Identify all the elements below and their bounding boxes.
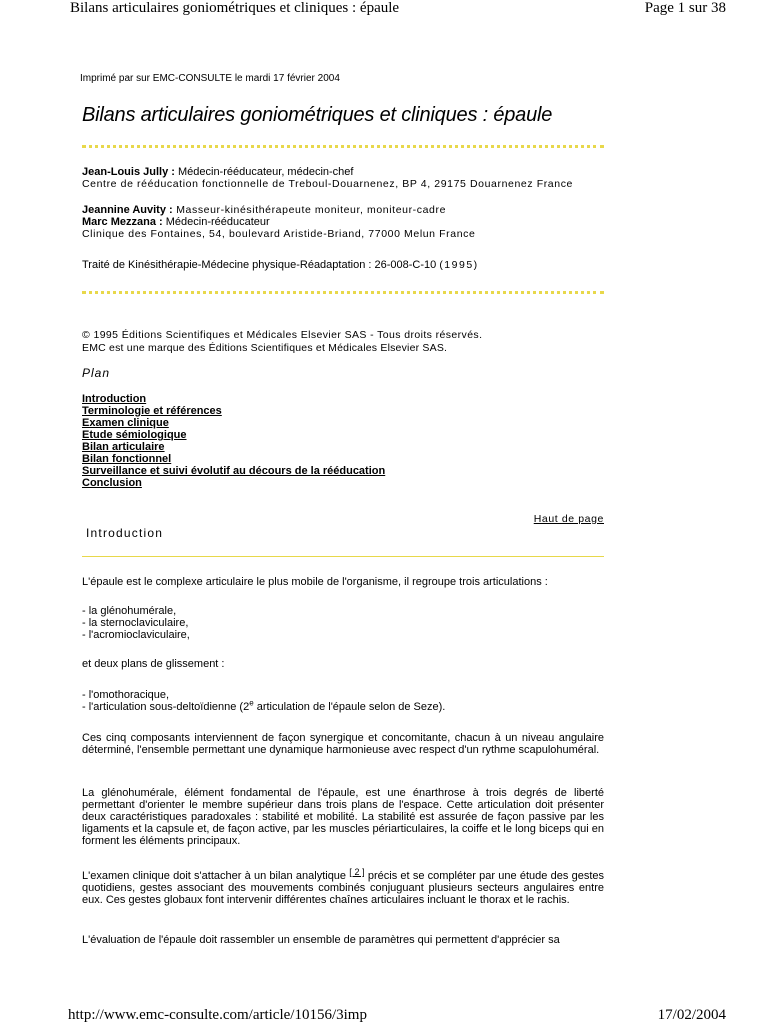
list-item-text: - l'articulation sous-deltoïdienne (2 xyxy=(82,701,250,713)
body-list xyxy=(82,605,604,641)
toc-link-introduction[interactable]: Introduction xyxy=(82,393,147,405)
toc-link-examen-clinique[interactable]: Examen clinique xyxy=(82,417,169,429)
copyright-notice xyxy=(82,329,482,355)
section-heading: Introduction xyxy=(86,526,164,540)
toc-link-bilan-articulaire[interactable]: Bilan articulaire xyxy=(82,441,165,453)
treatise-reference xyxy=(82,259,479,271)
table-of-contents xyxy=(82,393,385,489)
treatise-year: (1995) xyxy=(439,259,479,271)
body-paragraph xyxy=(82,866,604,906)
body-paragraph: et deux plans de glissement : xyxy=(82,658,225,670)
body-list xyxy=(82,689,604,713)
toc-link-surveillance[interactable]: Surveillance et suivi évolutif au décours de la rééducation xyxy=(82,465,386,477)
body-paragraph: L'évaluation de l'épaule doit rassembler un ensemble de paramètres qui permettent d'apprécier sa xyxy=(82,934,560,946)
body-paragraph: Ces cinq composants interviennent de façon synergique et concomitante, chacun à un niveau angulaire déterminé, l'ensemble permettant une dynamique harmonieuse avec respect d'un rythme scapulohuméral. xyxy=(82,732,604,756)
print-footer-date: 17/02/2004 xyxy=(657,1007,726,1023)
paragraph-text: L'examen clinique doit s'attacher à un bilan analytique xyxy=(82,870,350,882)
list-item: - l'omothoracique, xyxy=(82,689,170,701)
author-block-1 xyxy=(82,166,573,190)
section-divider xyxy=(82,556,604,557)
author-role: Médecin-rééducateur, médecin-chef xyxy=(174,166,354,178)
treatise-text: Traité de Kinésithérapie-Médecine physique-Réadaptation : 26-008-C-10 xyxy=(82,259,437,271)
print-header-title: Bilans articulaires goniométriques et cliniques : épaule xyxy=(70,0,400,16)
copyright-line: © 1995 Éditions Scientifiques et Médicales Elsevier SAS - Tous droits réservés. xyxy=(82,329,483,341)
superscript: e xyxy=(249,698,254,708)
list-item: - la glénohumérale, xyxy=(82,605,177,617)
toc-link-etude-semiologique[interactable]: Etude sémiologique xyxy=(82,429,187,441)
print-footer-url: http://www.emc-consulte.com/article/10156/3imp xyxy=(68,1007,367,1023)
toc-link-terminologie[interactable]: Terminologie et références xyxy=(82,405,222,417)
body-paragraph: La glénohumérale, élément fondamental de l'épaule, est une énarthrose à trois degrés de liberté permettant d'orienter le membre supérieur dans trois plans de l'espace. Cette articulation doit présenter deux caractéristiques paradoxales : stabilité et mobilité. La stabilité est assurée de façon passive par les ligaments et la capsule et, de façon active, par les muscles périarticulaires, la coiffe et le long biceps qui en forment les éléments principaux. xyxy=(82,787,604,847)
list-item-text: articulation de l'épaule selon de Seze). xyxy=(253,701,446,713)
list-item: - la sternoclaviculaire, xyxy=(82,617,189,629)
author-role: Masseur-kinésithérapeute moniteur, moniteur-cadre xyxy=(172,204,447,216)
list-item: - l'acromioclaviculaire, xyxy=(82,629,190,641)
print-header-page-number: Page 1 sur 38 xyxy=(644,0,726,16)
author-affiliation: Centre de rééducation fonctionnelle de Treboul-Douarnenez, BP 4, 29175 Douarnenez France xyxy=(82,178,573,190)
toc-link-bilan-fonctionnel[interactable]: Bilan fonctionnel xyxy=(82,453,172,465)
body-paragraph: L'épaule est le complexe articulaire le plus mobile de l'organisme, il regroupe trois articulations : xyxy=(82,576,548,588)
author-block-2 xyxy=(82,204,475,240)
author-name: Jean-Louis Jully : xyxy=(82,166,175,178)
author-role: Médecin-rééducateur xyxy=(162,216,270,228)
author-name: Marc Mezzana : xyxy=(82,216,163,228)
dotted-divider xyxy=(82,291,604,294)
paragraph-text: précis et se compléter par une étude des gestes quotidiens, gestes associant des mouvements combinés conjuguant plusieurs secteurs angulaires entre eux. Ces gestes globaux font intervenir différentes chaînes articulaires incluant le thorax et le rachis. xyxy=(82,870,604,906)
reference-link[interactable]: [ 2 ] xyxy=(349,867,365,877)
document-title: Bilans articulaires goniométriques et cliniques : épaule xyxy=(82,104,553,126)
author-affiliation: Clinique des Fontaines, 54, boulevard Aristide-Briand, 77000 Melun France xyxy=(82,228,476,240)
copyright-line: EMC est une marque des Éditions Scientifiques et Médicales Elsevier SAS. xyxy=(82,342,448,354)
printed-by-note: Imprimé par sur EMC-CONSULTE le mardi 17 février 2004 xyxy=(80,73,340,84)
toc-link-conclusion[interactable]: Conclusion xyxy=(82,477,142,489)
author-name: Jeannine Auvity : xyxy=(82,204,173,216)
list-item xyxy=(82,698,604,713)
plan-heading: Plan xyxy=(82,366,111,380)
back-to-top-link[interactable]: Haut de page xyxy=(533,513,604,525)
dotted-divider xyxy=(82,145,604,148)
